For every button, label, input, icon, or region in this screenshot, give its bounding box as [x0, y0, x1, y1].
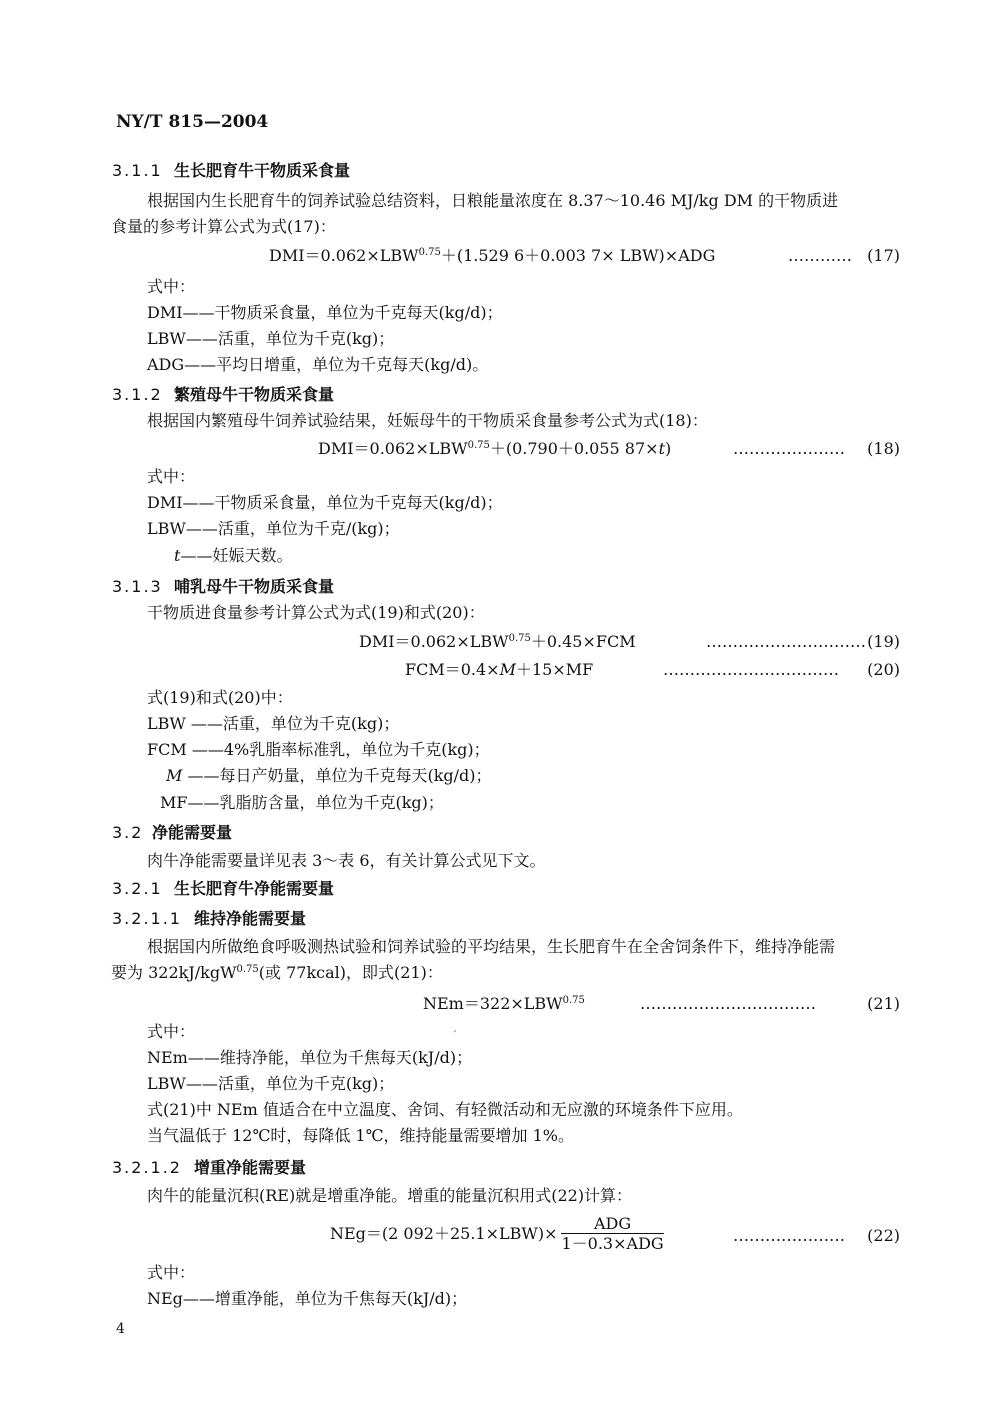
equation-22	[330, 1214, 664, 1254]
section-number: 3.2.1.1	[112, 909, 182, 928]
leader-dots: …………………	[733, 1226, 845, 1245]
equation-number: (20)	[867, 660, 900, 679]
paragraph-text: 要为 322kJ/kgW	[111, 963, 237, 982]
definition-line: DMI——干物质采食量，单位为千克每天(kg/d)；	[147, 493, 503, 512]
exponent: 0.75	[562, 995, 585, 1006]
section-3-2-heading	[112, 822, 232, 844]
equation-text: ＋(1.529 6＋0.003 7× LBW)×ADG	[440, 246, 716, 265]
scan-speck: ′	[454, 1030, 457, 1041]
standard-code-header: NY/T 815—2004	[116, 112, 269, 132]
leader-dots: …………………	[733, 439, 845, 458]
definition-line: NEm——维持净能，单位为千焦每天(kJ/d)；	[147, 1048, 473, 1067]
paragraph-line	[111, 962, 443, 984]
equation-text: ＋(0.790＋0.055 87×	[489, 439, 659, 458]
equation-17	[269, 245, 715, 267]
paragraph-text: (或 77kcal)，即式(21)：	[258, 963, 443, 982]
equation-text: DMI＝0.062×LBW	[269, 246, 419, 265]
section-title: 增重净能需要量	[194, 1158, 307, 1177]
paragraph-line: 干物质进食量参考计算公式为式(19)和式(20)：	[147, 603, 485, 622]
exponent: 0.75	[508, 633, 531, 644]
paragraph-line: 食量的参考计算公式为式(17)：	[111, 217, 336, 236]
equation-text: NEg＝(2 092＋25.1×LBW)×	[330, 1224, 558, 1243]
definition-line: LBW——活重，单位为千克(kg)；	[147, 1074, 395, 1093]
equation-text: ＋15×MF	[515, 660, 594, 679]
section-title: 生长肥育牛净能需要量	[174, 879, 335, 898]
exponent: 0.75	[418, 247, 441, 258]
note-line: 当气温低于 12℃时，每降低 1℃，维持能量需要增加 1%。	[147, 1126, 574, 1145]
section-number: 3.1.2	[112, 385, 163, 404]
section-title: 净能需要量	[152, 823, 233, 842]
paragraph-line: 根据国内所做绝食呼吸测热试验和饲养试验的平均结果，生长肥育牛在全舍饲条件下，维持净能需	[147, 937, 836, 956]
equation-number: (21)	[867, 994, 900, 1013]
definition-line: MF——乳脂肪含量，单位为千克(kg)；	[160, 793, 444, 812]
where-label: 式(19)和式(20)中：	[147, 688, 293, 707]
equation-19	[359, 631, 636, 653]
equation-text: DMI＝0.062×LBW	[318, 439, 468, 458]
page-number: 4	[116, 1321, 125, 1337]
where-label: 式中：	[147, 1022, 196, 1041]
leader-dots: ……………………………	[663, 660, 839, 679]
fraction	[561, 1215, 663, 1254]
leader-dots: …………	[788, 246, 852, 265]
equation-number: (19)	[867, 632, 900, 651]
section-title: 繁殖母牛干物质采食量	[174, 385, 335, 404]
leader-dots: …………………………	[706, 632, 866, 651]
note-line: 式(21)中 NEm 值适合在中立温度、舍饲、有轻微活动和无应激的环境条件下应用。	[147, 1100, 743, 1119]
section-number: 3.1.3	[112, 577, 163, 596]
equation-text: ＋0.45×FCM	[530, 632, 636, 651]
section-title: 维持净能需要量	[194, 909, 307, 928]
definition-line: ADG——平均日增重，单位为千克每天(kg/d)。	[147, 355, 489, 374]
section-3-2-1-1-heading	[112, 908, 306, 930]
leader-dots: ……………………………	[640, 994, 816, 1013]
paragraph-line: 肉牛的能量沉积(RE)就是增重净能。增重的能量沉积用式(22)计算：	[147, 1186, 633, 1205]
paragraph-line: 肉牛净能需要量详见表 3～表 6，有关计算公式见下文。	[147, 851, 546, 870]
variable-t: t	[174, 546, 181, 565]
where-label: 式中：	[147, 277, 196, 296]
equation-20	[405, 659, 593, 681]
section-3-1-3-heading	[112, 576, 334, 598]
variable-m: M	[499, 660, 516, 679]
variable-t: t	[658, 439, 665, 458]
where-label: 式中：	[147, 467, 196, 486]
equation-number: (17)	[867, 246, 900, 265]
definition-line: LBW——活重，单位为千克/(kg)；	[147, 519, 400, 538]
section-number: 3.2.1.2	[112, 1158, 182, 1177]
definition-text: ——妊娠天数。	[180, 546, 293, 565]
definition-line: NEg——增重净能，单位为千焦每天(kJ/d)；	[147, 1289, 468, 1308]
section-title: 生长肥育牛干物质采食量	[174, 161, 351, 180]
definition-line: FCM ——4%乳脂率标准乳，单位为千克(kg)；	[147, 740, 490, 759]
definition-text: ——每日产奶量，单位为千克每天(kg/d)；	[182, 766, 492, 785]
section-number: 3.2	[112, 823, 144, 842]
equation-text: DMI＝0.062×LBW	[359, 632, 509, 651]
section-3-2-1-2-heading	[112, 1157, 306, 1179]
section-title: 哺乳母牛干物质采食量	[174, 577, 335, 596]
definition-line: LBW ——活重，单位为千克(kg)；	[147, 714, 400, 733]
equation-21	[423, 993, 585, 1015]
fraction-numerator: ADG	[561, 1215, 663, 1234]
exponent: 0.75	[236, 964, 259, 975]
variable-m: M	[166, 766, 183, 785]
section-3-1-2-heading	[112, 384, 334, 406]
equation-number: (18)	[867, 439, 900, 458]
equation-number: (22)	[867, 1226, 900, 1245]
definition-line: DMI——干物质采食量，单位为千克每天(kg/d)；	[147, 303, 503, 322]
definition-line: LBW——活重，单位为千克(kg)；	[147, 329, 395, 348]
equation-text: NEm＝322×LBW	[423, 994, 563, 1013]
where-label: 式中：	[147, 1263, 196, 1282]
section-number: 3.1.1	[112, 161, 163, 180]
paragraph-line: 根据国内繁殖母牛饲养试验结果，妊娠母牛的干物质采食量参考公式为式(18)：	[147, 411, 708, 430]
fraction-denominator: 1－0.3×ADG	[561, 1234, 664, 1253]
section-number: 3.2.1	[112, 879, 163, 898]
exponent: 0.75	[467, 440, 490, 451]
equation-text: FCM＝0.4×	[405, 660, 500, 679]
equation-18	[318, 438, 671, 460]
definition-line	[166, 765, 492, 787]
paragraph-line: 根据国内生长肥育牛的饲养试验总结资料，日粮能量浓度在 8.37～10.46 MJ/kg DM 的干物质进	[147, 191, 839, 210]
section-3-1-1-heading	[112, 160, 350, 182]
equation-text: )	[665, 439, 672, 458]
definition-line	[174, 545, 292, 567]
section-3-2-1-heading	[112, 878, 334, 900]
